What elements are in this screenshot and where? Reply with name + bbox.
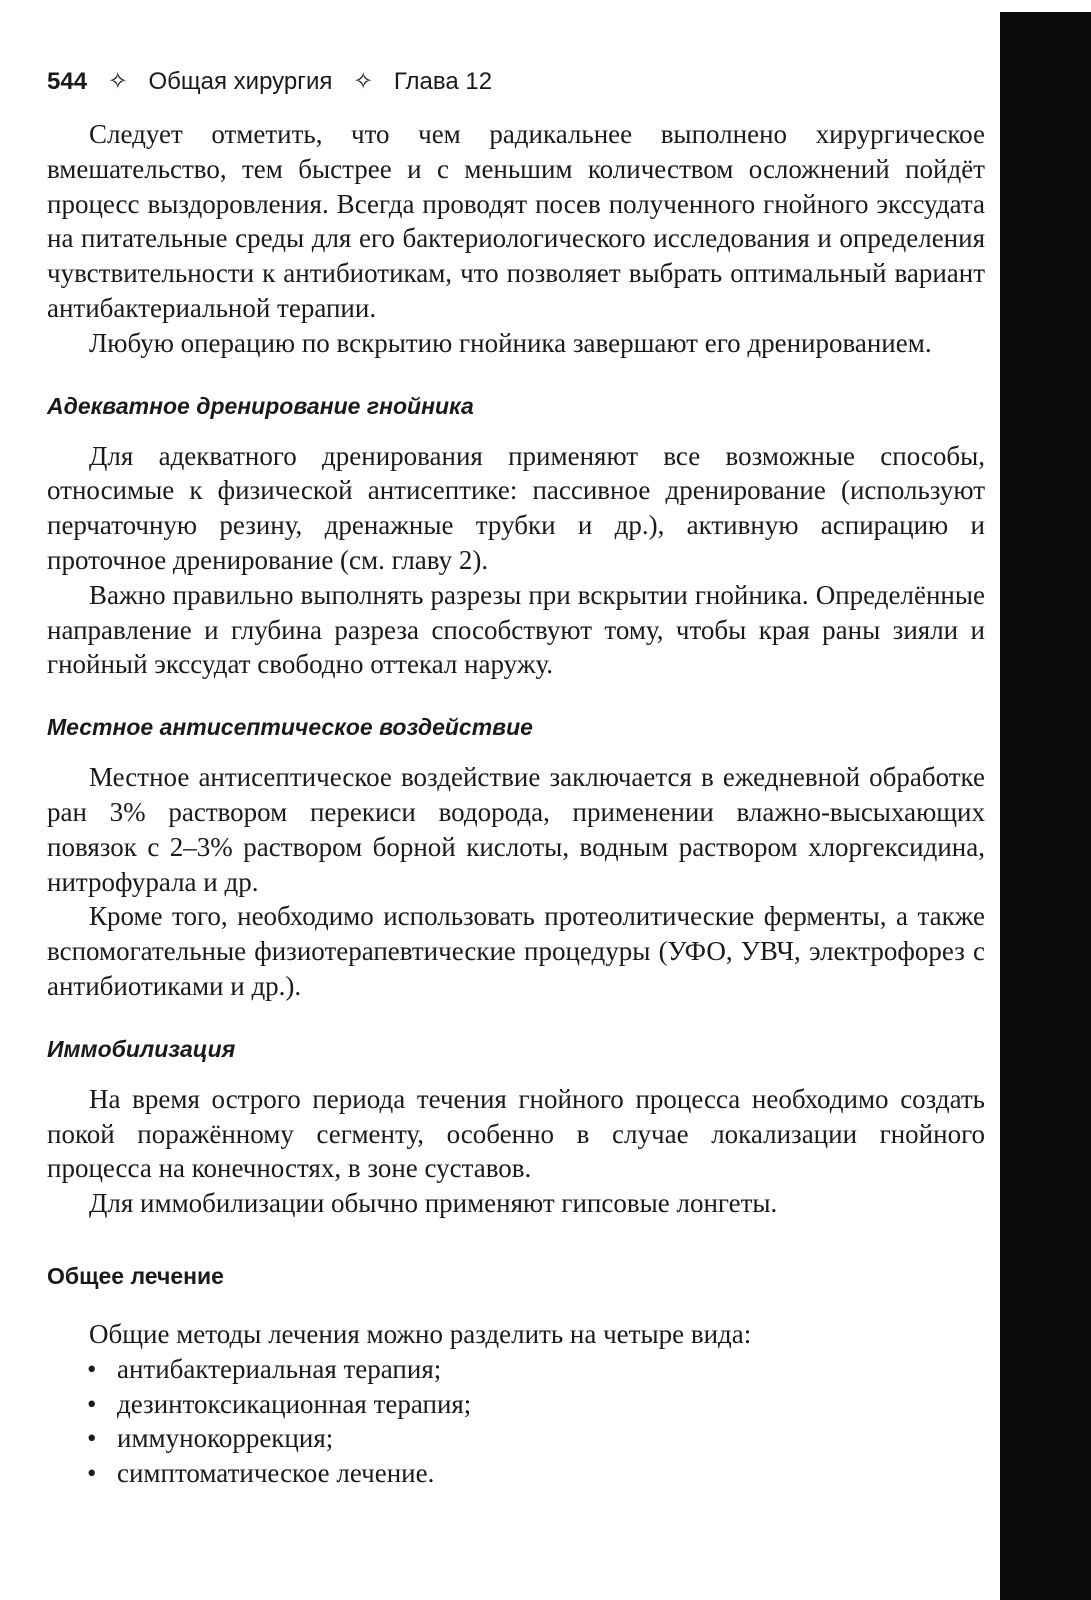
list-item: • антибактериальная терапия; (87, 1352, 985, 1387)
book-title: Общая хирургия (148, 68, 333, 95)
page-body (47, 117, 985, 1491)
paragraph: На время острого периода течения гнойного процесса необходимо создать покой поражённому сегменту, особенно в случае локализации гнойного процесса на конечностях, в зоне суставов. (47, 1083, 985, 1184)
chapter-label: Глава 12 (393, 68, 493, 95)
diamond-separator-icon: ✧ (107, 68, 128, 95)
section-heading-local-antiseptic: Местное антисептическое воздействие (47, 714, 533, 741)
diamond-separator-icon: ✧ (353, 68, 374, 95)
paragraph: Для иммобилизации обычно применяют гипсовые лонгеты. (89, 1188, 778, 1219)
list-item: • симптоматическое лечение. (87, 1456, 985, 1491)
page-number: 544 (47, 68, 88, 95)
treatment-types-list (47, 1352, 985, 1491)
section-heading-general-treatment: Общее лечение (47, 1262, 224, 1289)
list-item: • иммунокоррекция; (87, 1421, 985, 1456)
paragraph: Общие методы лечения можно разделить на четыре вида: (89, 1318, 752, 1349)
section-heading-drainage: Адекватное дренирование гнойника (47, 392, 474, 419)
paragraph: Любую операцию по вскрытию гнойника завершают его дренированием. (89, 327, 932, 358)
paragraph: Местное антисептическое воздействие заключается в ежедневной обработке ран 3% раствором перекиси водорода, применении влажно-высыхающих повязок с 2–3% раствором борной кислоты, водным раствором хлоргексидина, нитрофурала и др. (47, 762, 985, 897)
scan-edge-shadow (1000, 12, 1091, 1600)
list-item: • дезинтоксикационная терапия; (87, 1387, 985, 1422)
paragraph: Для адекватного дренирования применяют все возможные способы, относимые к физической антисептике: пассивное дренирование (используют перчаточную резину, дренажные трубки и др.), активную аспирацию и проточное дренирование (см. главу 2). (47, 440, 985, 575)
paragraph: Следует отметить, что чем радикальнее выполнено хирургическое вмешательство, тем быстрее и с меньшим количеством осложнений пойдёт процесс выздоровления. Всегда проводят посев полученного гнойного экссудата на питательные среды для его бактериологического исследования и определения чувствительности к антибиотикам, что позволяет выбрать оптимальный вариант антибактериальной терапии. (47, 119, 985, 323)
running-head (47, 62, 492, 102)
paragraph: Важно правильно выполнять разрезы при вскрытии гнойника. Определённые направление и глубина разреза способствуют тому, чтобы края раны зияли и гнойный экссудат свободно оттекал наружу. (47, 579, 985, 680)
section-heading-immobilization: Иммобилизация (47, 1035, 236, 1062)
paragraph: Кроме того, необходимо использовать протеолитические ферменты, а также вспомогательные физиотерапевтические процедуры (УФО, УВЧ, электрофорез с антибиотиками и др.). (47, 901, 985, 1001)
